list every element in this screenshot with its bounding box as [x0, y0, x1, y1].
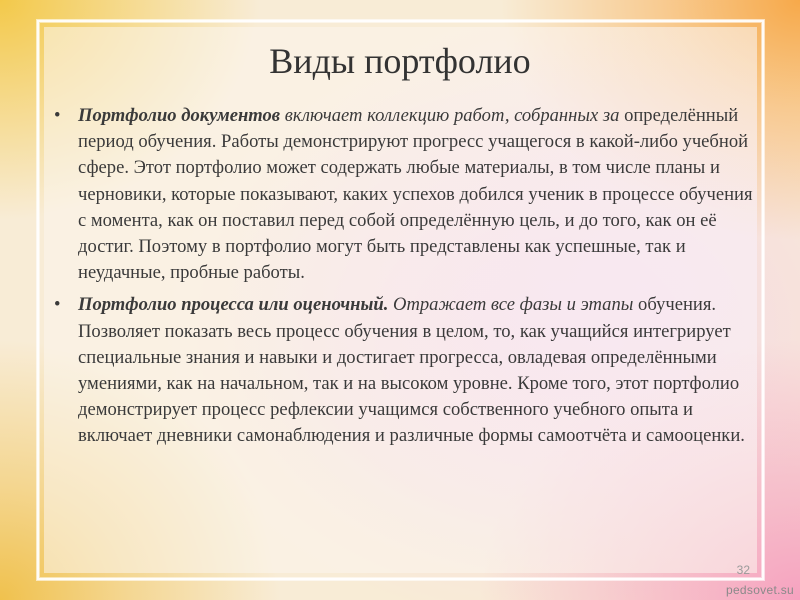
page-number: 32 — [736, 563, 750, 577]
bullet-lead-rest: включает коллекцию работ, собранных за — [280, 105, 620, 126]
watermark: pedsovet.su — [725, 583, 794, 597]
bullet-dot-icon: • — [54, 294, 61, 316]
bullet-item-document-portfolio — [54, 103, 758, 286]
bullet-text: определённый период обучения. Работы демонстрируют прогресс учащегося в какой-либо учебной сфере. Этот портфолио может содержать любые материалы, в том числе планы и черновики, которые показывают, каких успехов добился ученик в процессе обучения с момента, как он поставил перед собой определённую цель, и до того, как он её достиг. Поэтому в портфолио могут быть представлены как успешные, так и неудачные, пробные работы. — [78, 105, 753, 284]
bullet-item-process-portfolio — [54, 292, 758, 449]
bullet-lead-rest: Отражает все фазы и этапы — [388, 294, 634, 316]
bullet-dot-icon: • — [54, 105, 61, 126]
bullet-list — [54, 103, 758, 456]
bullet-lead: Портфолио процесса или оценочный. — [78, 294, 389, 316]
bullet-text: обучения. Позволяет показать весь процесс обучения в целом, то, как учащийся интегрирует специальные знания и навыки и достигает прогресса, овладевая определёнными умениями, как на начальном, так и на высоком уровне. Кроме того, этот портфолио демонстрирует процесс рефлексии учащимся собственного учебного опыта и включает дневники самонаблюдения и различные формы самоотчёта и самооценки. — [78, 294, 745, 447]
bullet-lead: Портфолио документов — [78, 105, 281, 126]
slide-title: Виды портфолио — [269, 41, 531, 81]
